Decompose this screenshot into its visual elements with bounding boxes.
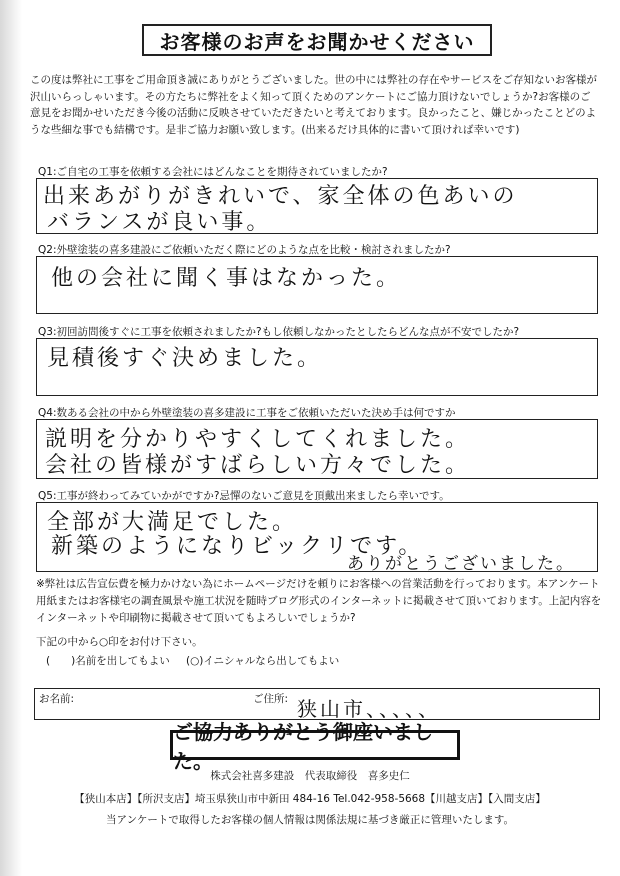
consent-notice: ※弊社は広告宣伝費を極力かけない為にホームページだけを頼りにお客様への営業活動を行っております。本アンケート用紙またはお客様宅の調査風景や施工状況を随時ブログ形式のインターネットに掲載させて頂いております。上記内容をインターネットや印刷物に掲載させて頂いてもよろしいでしょうか? — [36, 578, 602, 624]
question-4-answer-box — [36, 419, 598, 479]
intro-paragraph: この度は弊社に工事をご用命頂き誠にありがとうございました。世の中には弊社の存在やサービスをご存知ないお客様が沢山いらっしゃいます。その方たちに弊社をよく知って頂くためのアンケートにご協力頂けないでしょうか?お客様のご意見をお聞かせいただき今後の活動に反映させていただきたいと考えております。良かったこと、嫌じかったことどのような些細な事でも結構です。是非ご協力お願い致します。(出来るだけ具体的に書いて頂ければ幸いです) — [30, 74, 597, 136]
question-2-answer-line-1: 他の会社に聞く事はなかった。 — [51, 266, 402, 291]
options-prompt: 下記の中から○印をお付け下さい。 — [36, 636, 203, 648]
branches-contact: 【狭山本店】【所沢支店】埼玉県狭山市中新田 484-16 Tel.042-958-5668【川越支店】【入間支店】 — [74, 793, 546, 805]
question-5-answer-line-1: 全部が大満足でした。 — [47, 510, 298, 535]
question-4-answer-line-2: 会社の皆様がすばらしい方々でした。 — [45, 453, 471, 478]
question-1-label: Q1:ご自宅の工事を依頼する会社にはどんなことを期待されていましたか? — [38, 166, 388, 178]
option-name-ok[interactable]: ( )名前を出してもよい — [46, 655, 170, 667]
scan-edge-shadow — [0, 0, 22, 876]
question-4-label: Q4:数ある会社の中から外壁塗装の喜多建設に工事をご依頼いただいた決め手は何ですか — [38, 407, 456, 419]
thanks-banner: ご協力ありがとう御座いました。 — [170, 730, 460, 760]
question-4-answer-line-1: 説明を分かりやすくしてくれました。 — [45, 427, 471, 452]
option-initials-mark: (○) — [186, 655, 204, 667]
address-value: 狭山市、、、、、 — [297, 697, 441, 721]
address-label: ご住所: — [253, 693, 289, 705]
question-3-answer-line-1: 見積後すぐ決めました。 — [47, 346, 323, 371]
question-5-answer-box — [36, 502, 598, 572]
company-name: 株式会社喜多建設 代表取締役 喜多史仁 — [210, 770, 410, 782]
question-3-label: Q3:初回訪問後すぐに工事を依頼されましたか?もし依頼しなかったとしたらどんな点が不安でしたか? — [38, 326, 520, 338]
question-5-label: Q5:工事が終わってみていかがですか?忌憚のないご意見を頂戴出来ましたら幸いです。 — [38, 490, 450, 502]
question-1-answer-line-1: 出来あがりがきれいで、家全体の色あいの — [43, 184, 518, 209]
page-title: お客様のお声をお聞かせください — [142, 24, 492, 56]
question-5-answer-line-3: ありがとうございました。 — [347, 554, 575, 574]
question-1-answer-line-2: バランスが良い事。 — [47, 210, 272, 235]
option-initials-ok[interactable] — [186, 653, 339, 668]
question-5-answer-line-2: 新築のようになりビックリです。 — [51, 534, 424, 559]
question-2-answer-box — [36, 256, 598, 314]
name-label: お名前: — [39, 693, 75, 705]
question-2-label: Q2:外壁塗装の喜多建設にご依頼いただく際にどのような点を比較・検討されましたか? — [38, 244, 451, 256]
question-3-answer-box — [36, 338, 598, 396]
privacy-notice: 当アンケートで取得したお客様の個人情報は関係法規に基づき厳正に管理いたします。 — [105, 814, 515, 826]
question-1-answer-box — [36, 178, 598, 234]
option-initials-label: イニシャルなら出してもよい — [203, 655, 340, 667]
